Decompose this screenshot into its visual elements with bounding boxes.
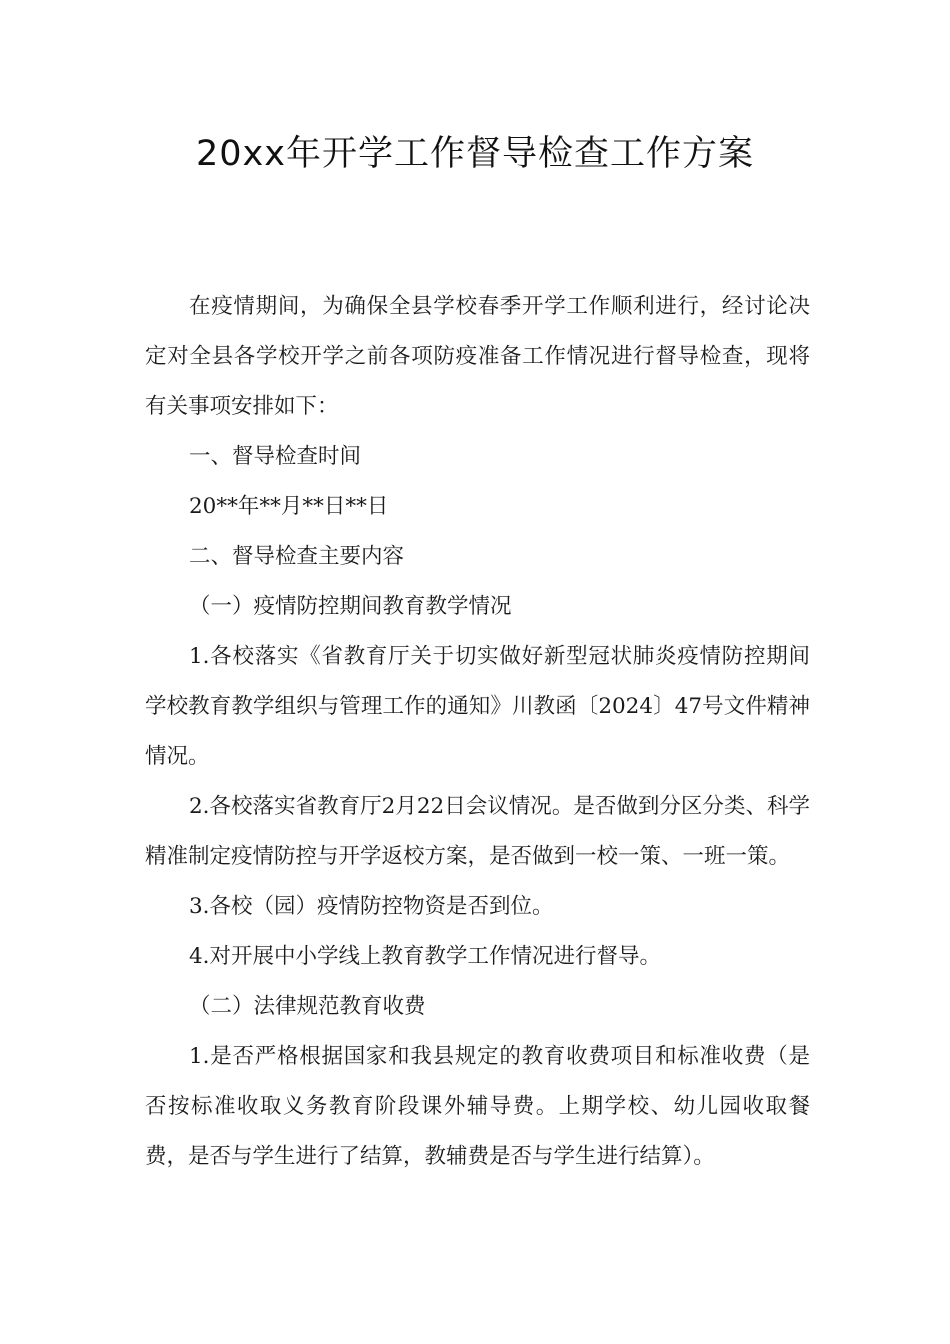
subsection-heading-teaching: （一）疫情防控期间教育教学情况 — [189, 594, 512, 619]
item-paragraph: 3.各校（园）疫情防控物资是否到位。 — [189, 894, 554, 919]
subsection-heading-fees: （二）法律规范教育收费 — [189, 994, 426, 1019]
inspection-date: 20**年**月**日**日 — [189, 494, 389, 519]
section-heading-time: 一、督导检查时间 — [189, 444, 362, 469]
item-paragraph: 2.各校落实省教育厅2月22日会议情况。是否做到分区分类、科学精准制定疫情防控与开学返校方案，是否做到一校一策、一班一策。 — [145, 794, 810, 869]
item-paragraph: 1.各校落实《省教育厅关于切实做好新型冠状肺炎疫情防控期间学校教育教学组织与管理工作的通知》川教函〔2024〕47号文件精神情况。 — [145, 644, 810, 769]
intro-paragraph: 在疫情期间，为确保全县学校春季开学工作顺利进行，经讨论决定对全县各学校开学之前各项防疫准备工作情况进行督导检查，现将有关事项安排如下： — [145, 294, 810, 419]
document-body — [145, 282, 810, 1182]
item-paragraph: 1.是否严格根据国家和我县规定的教育收费项目和标准收费（是否按标准收取义务教育阶段课外辅导费。上期学校、幼儿园收取餐费，是否与学生进行了结算，教辅费是否与学生进行结算）。 — [145, 1044, 810, 1169]
item-paragraph: 4.对开展中小学线上教育教学工作情况进行督导。 — [189, 944, 662, 969]
section-heading-content: 二、督导检查主要内容 — [189, 544, 405, 569]
document-title: 20xx年开学工作督导检查工作方案 — [196, 134, 754, 174]
